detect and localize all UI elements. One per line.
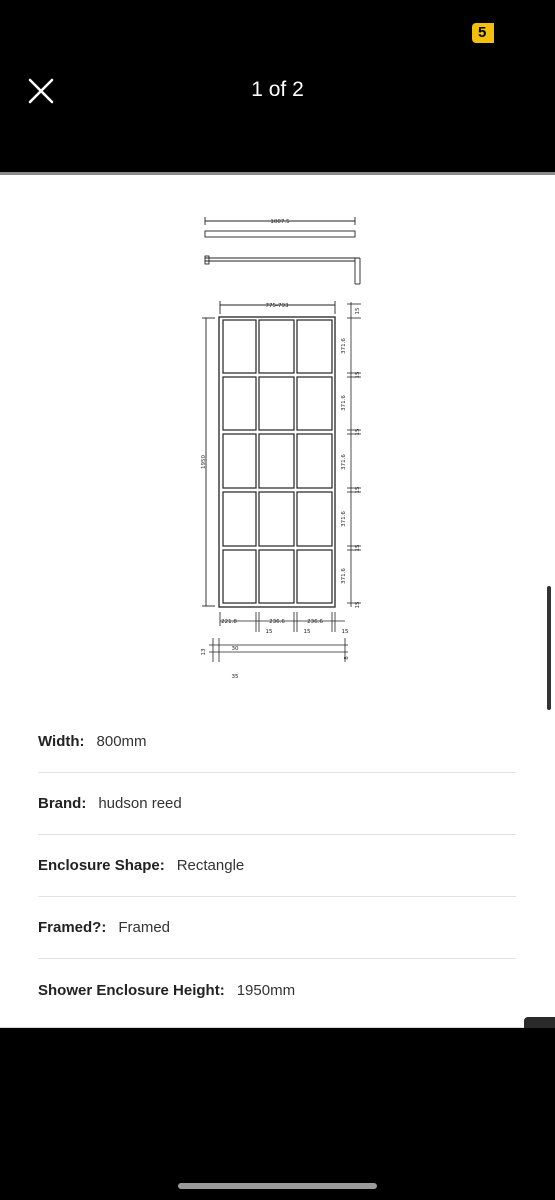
spec-label: Enclosure Shape: xyxy=(38,857,165,874)
spec-list xyxy=(38,711,516,1021)
dim-right-6: 371.6 xyxy=(341,454,347,470)
dim-right-2: 371.6 xyxy=(341,338,347,354)
sheet-top-edge xyxy=(0,172,555,175)
dim-bottom-6: 15 xyxy=(341,629,349,635)
spec-value: Rectangle xyxy=(176,857,245,874)
viewer-top-bar xyxy=(0,0,555,172)
spec-value: hudson reed xyxy=(98,795,182,812)
dim-base-2: 13 xyxy=(201,648,207,656)
spec-row-width xyxy=(38,711,516,773)
spec-value: 1950mm xyxy=(236,981,296,999)
sheet-bottom-edge xyxy=(0,1027,555,1028)
spec-row-enclosure-shape xyxy=(38,835,516,897)
spec-row-framed xyxy=(38,897,516,959)
spec-value: 800mm xyxy=(96,733,147,750)
dim-base-1: 30 xyxy=(231,646,239,652)
image-sheet xyxy=(0,172,555,1028)
dim-base-3: 35 xyxy=(231,674,239,680)
dim-overall-width: 1007.5 xyxy=(270,219,290,225)
dim-panel-width: 775-793 xyxy=(265,303,289,309)
dim-height: 1950 xyxy=(201,455,207,469)
dim-right-3: 15 xyxy=(355,371,361,379)
dim-right-5: 15 xyxy=(355,428,361,436)
panel-grid xyxy=(223,320,332,603)
spec-label: Brand: xyxy=(38,795,87,812)
dim-right-9: 15 xyxy=(355,544,361,552)
home-indicator[interactable] xyxy=(178,1183,377,1189)
notification-badge: 5 xyxy=(472,23,494,43)
dim-bottom-5: 15 xyxy=(303,629,311,635)
dim-right-4: 371.6 xyxy=(341,395,347,411)
dim-right-1: 15 xyxy=(355,307,361,315)
scrollbar-thumb[interactable] xyxy=(547,586,551,710)
spec-row-brand xyxy=(38,773,516,835)
dim-bottom-4: 15 xyxy=(265,629,273,635)
technical-drawing[interactable] xyxy=(195,192,370,680)
dim-bottom-1: 221.8 xyxy=(221,619,237,625)
dim-right-11: 15 xyxy=(355,601,361,609)
spec-value: Framed xyxy=(118,919,171,936)
dim-bottom-3: 236.6 xyxy=(307,619,323,625)
dim-base-4: 8 xyxy=(344,656,350,660)
image-counter: 1 of 2 xyxy=(251,78,304,101)
dim-right-10: 371.6 xyxy=(341,568,347,584)
dim-right-8: 371.6 xyxy=(341,511,347,527)
spec-label: Width: xyxy=(38,733,85,750)
spec-row-height xyxy=(38,959,516,1021)
spec-label: Shower Enclosure Height: xyxy=(38,981,225,999)
corner-tab xyxy=(524,1017,555,1028)
spec-label: Framed?: xyxy=(38,919,107,936)
dim-right-7: 15 xyxy=(355,486,361,494)
dim-bottom-2: 236.6 xyxy=(269,619,285,625)
